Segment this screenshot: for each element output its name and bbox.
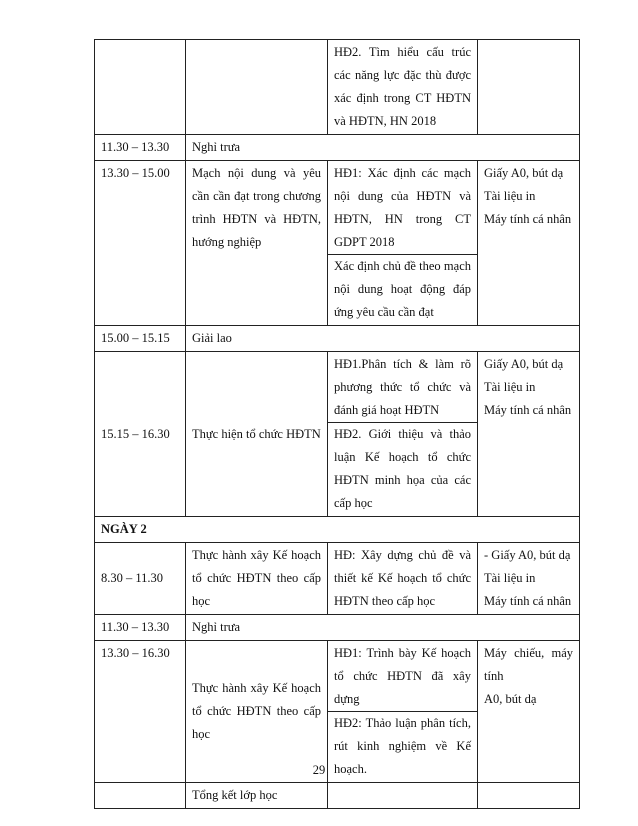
activity-item: HĐ2: Thảo luận phân tích, rút kinh nghiệm về Kế hoạch. <box>328 711 477 781</box>
table-row <box>95 641 580 783</box>
content-cell: Thực hiện tổ chức HĐTN <box>186 352 328 517</box>
time-cell <box>95 783 186 809</box>
material-item: Tài liệu in <box>484 189 536 203</box>
day-heading: NGÀY 2 <box>95 517 580 543</box>
break-cell: Nghỉ trưa <box>186 135 580 161</box>
table-row <box>95 352 580 517</box>
break-cell: Nghỉ trưa <box>186 615 580 641</box>
material-item: Tài liệu in <box>484 571 536 585</box>
time-cell: 11.30 – 13.30 <box>95 615 186 641</box>
time-cell: 8.30 – 11.30 <box>95 543 186 615</box>
activity-cell: HĐ2. Tìm hiểu cấu trúc các năng lực đặc thù được xác định trong CT HĐTN và HĐTN, HN 2018 <box>328 40 478 135</box>
activity-item: HĐ1: Trình bày Kế hoạch tổ chức HĐTN đã xây dựng <box>334 646 471 706</box>
table-row <box>95 615 580 641</box>
content-cell: Mạch nội dung và yêu cần cần đạt trong chương trình HĐTN và HĐTN, hướng nghiệp <box>186 161 328 326</box>
content-cell: Tổng kết lớp học <box>186 783 328 809</box>
materials-cell <box>478 352 580 517</box>
time-cell: 13.30 – 15.00 <box>95 161 186 326</box>
table-row <box>95 517 580 543</box>
material-item: - Giấy A0, bút dạ <box>484 548 571 562</box>
materials-cell <box>478 40 580 135</box>
activity-cell: HĐ: Xây dựng chủ đề và thiết kế Kế hoạch tổ chức HĐTN theo cấp học <box>328 543 478 615</box>
time-cell: 15.15 – 16.30 <box>95 352 186 517</box>
material-item: Máy tính cá nhân <box>484 594 572 608</box>
material-item: Máy tính cá nhân <box>484 212 572 226</box>
activity-cell <box>328 641 478 783</box>
page-number: 29 <box>312 763 326 777</box>
activity-cell <box>328 161 478 326</box>
activity-item: Xác định chủ đề theo mạch nội dung hoạt động đáp ứng yêu cầu cần đạt <box>328 254 477 324</box>
time-cell: 13.30 – 16.30 <box>95 641 186 783</box>
table-row <box>95 40 580 135</box>
time-cell <box>95 40 186 135</box>
table-row <box>95 543 580 615</box>
materials-cell <box>478 161 580 326</box>
materials-cell <box>478 543 580 615</box>
activity-cell <box>328 352 478 517</box>
content-cell <box>186 40 328 135</box>
material-item: Tài liệu in <box>484 380 536 394</box>
materials-cell <box>478 783 580 809</box>
table-row <box>95 326 580 352</box>
activity-cell <box>328 783 478 809</box>
material-item: Máy tính cá nhân <box>484 403 572 417</box>
activity-item: HĐ2. Giới thiệu và thảo luận Kế hoạch tổ chức HĐTN minh họa của các cấp học <box>328 422 477 515</box>
materials-cell <box>478 641 580 783</box>
break-cell: Giải lao <box>186 326 580 352</box>
content-cell: Thực hành xây Kế hoạch tổ chức HĐTN theo cấp học <box>186 543 328 615</box>
material-item: Giấy A0, bút dạ <box>484 357 564 371</box>
material-item: A0, bút dạ <box>484 692 537 706</box>
activity-item: HĐ1.Phân tích & làm rõ phương thức tổ chức và đánh giá hoạt HĐTN <box>334 357 471 417</box>
table-row <box>95 783 580 809</box>
content-cell: Thực hành xây Kế hoạch tổ chức HĐTN theo cấp học <box>186 641 328 783</box>
activity-item: HĐ1: Xác định các mạch nội dung của HĐTN và HĐTN, HN trong CT GDPT 2018 <box>334 166 471 249</box>
time-cell: 11.30 – 13.30 <box>95 135 186 161</box>
material-item: Giấy A0, bút dạ <box>484 166 564 180</box>
time-cell: 15.00 – 15.15 <box>95 326 186 352</box>
material-item: Máy chiếu, máy tính <box>484 646 573 683</box>
schedule-table <box>94 39 580 809</box>
table-row <box>95 161 580 326</box>
table-row <box>95 135 580 161</box>
